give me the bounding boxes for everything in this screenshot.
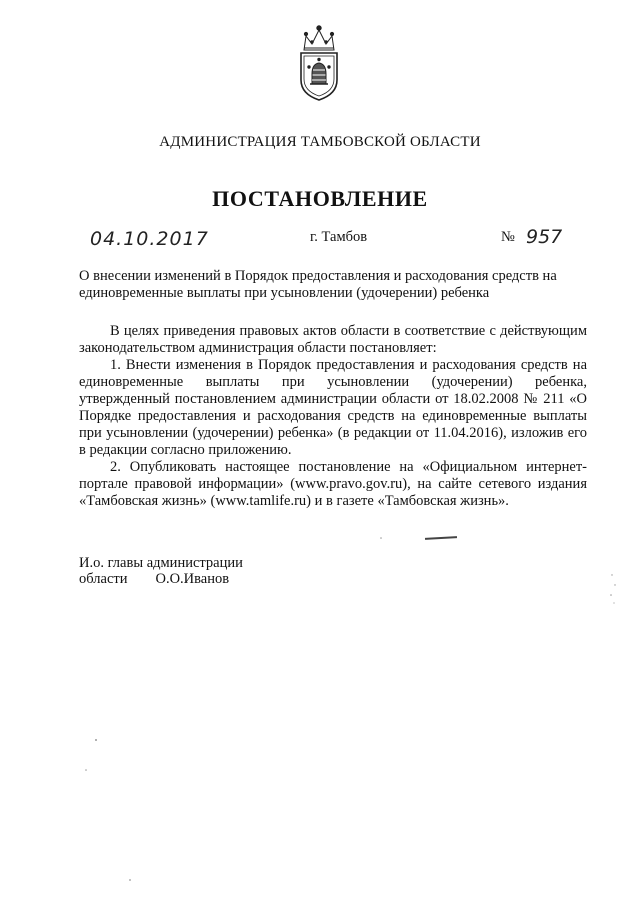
item-2-paragraph: 2. Опубликовать настоящее постановление на «Официальном интернет-портале правовой информации» (www.pravo.gov.ru), на сайте сетевого издания «Тамбовская жизнь» (www.tamlife.ru) и в газете «Тамбовская жизнь». [79, 459, 587, 509]
tambov-coat-of-arms-icon [294, 22, 344, 102]
signature-title-region: области [79, 571, 128, 587]
pen-stroke-mark [425, 536, 457, 540]
signatory-name: О.О.Иванов [155, 571, 230, 587]
number-sign: № [501, 229, 515, 245]
item-1-paragraph: 1. Внести изменения в Порядок предоставления и расходования средств на единовременные выплаты при усыновлении (удочерении) ребенка, утвержденный постановлением администрации области от 18.02.2008 № 211 «О Порядке предоставления и расходования средств на единовременные выплаты при усыновлении (удочерении) ребенка» (в редакции от 11.04.2016), изложив его в редакции согласно приложению. [79, 357, 587, 458]
document-type-title: ПОСТАНОВЛЕНИЕ [212, 186, 428, 211]
preamble-paragraph: В целях приведения правовых актов области в соответствие с действующим законодательством администрация области постановляет: [79, 323, 587, 356]
city-label: г. Тамбов [310, 229, 368, 245]
document-body [79, 323, 587, 510]
date-number-line [78, 226, 598, 254]
handwritten-document-number: 957 [526, 226, 563, 248]
organization-name: АДМИНИСТРАЦИЯ ТАМБОВСКОЙ ОБЛАСТИ [159, 134, 481, 150]
signature-title-line2 [79, 571, 243, 587]
signature-title-line1: И.о. главы администрации [79, 555, 243, 571]
handwritten-date: 04.10.2017 [90, 228, 209, 250]
signature-block [79, 555, 243, 587]
document-subject: О внесении изменений в Порядок предоставления и расходования средств на единовременные выплаты при усыновлении (удочерении) ребенка [79, 268, 557, 301]
